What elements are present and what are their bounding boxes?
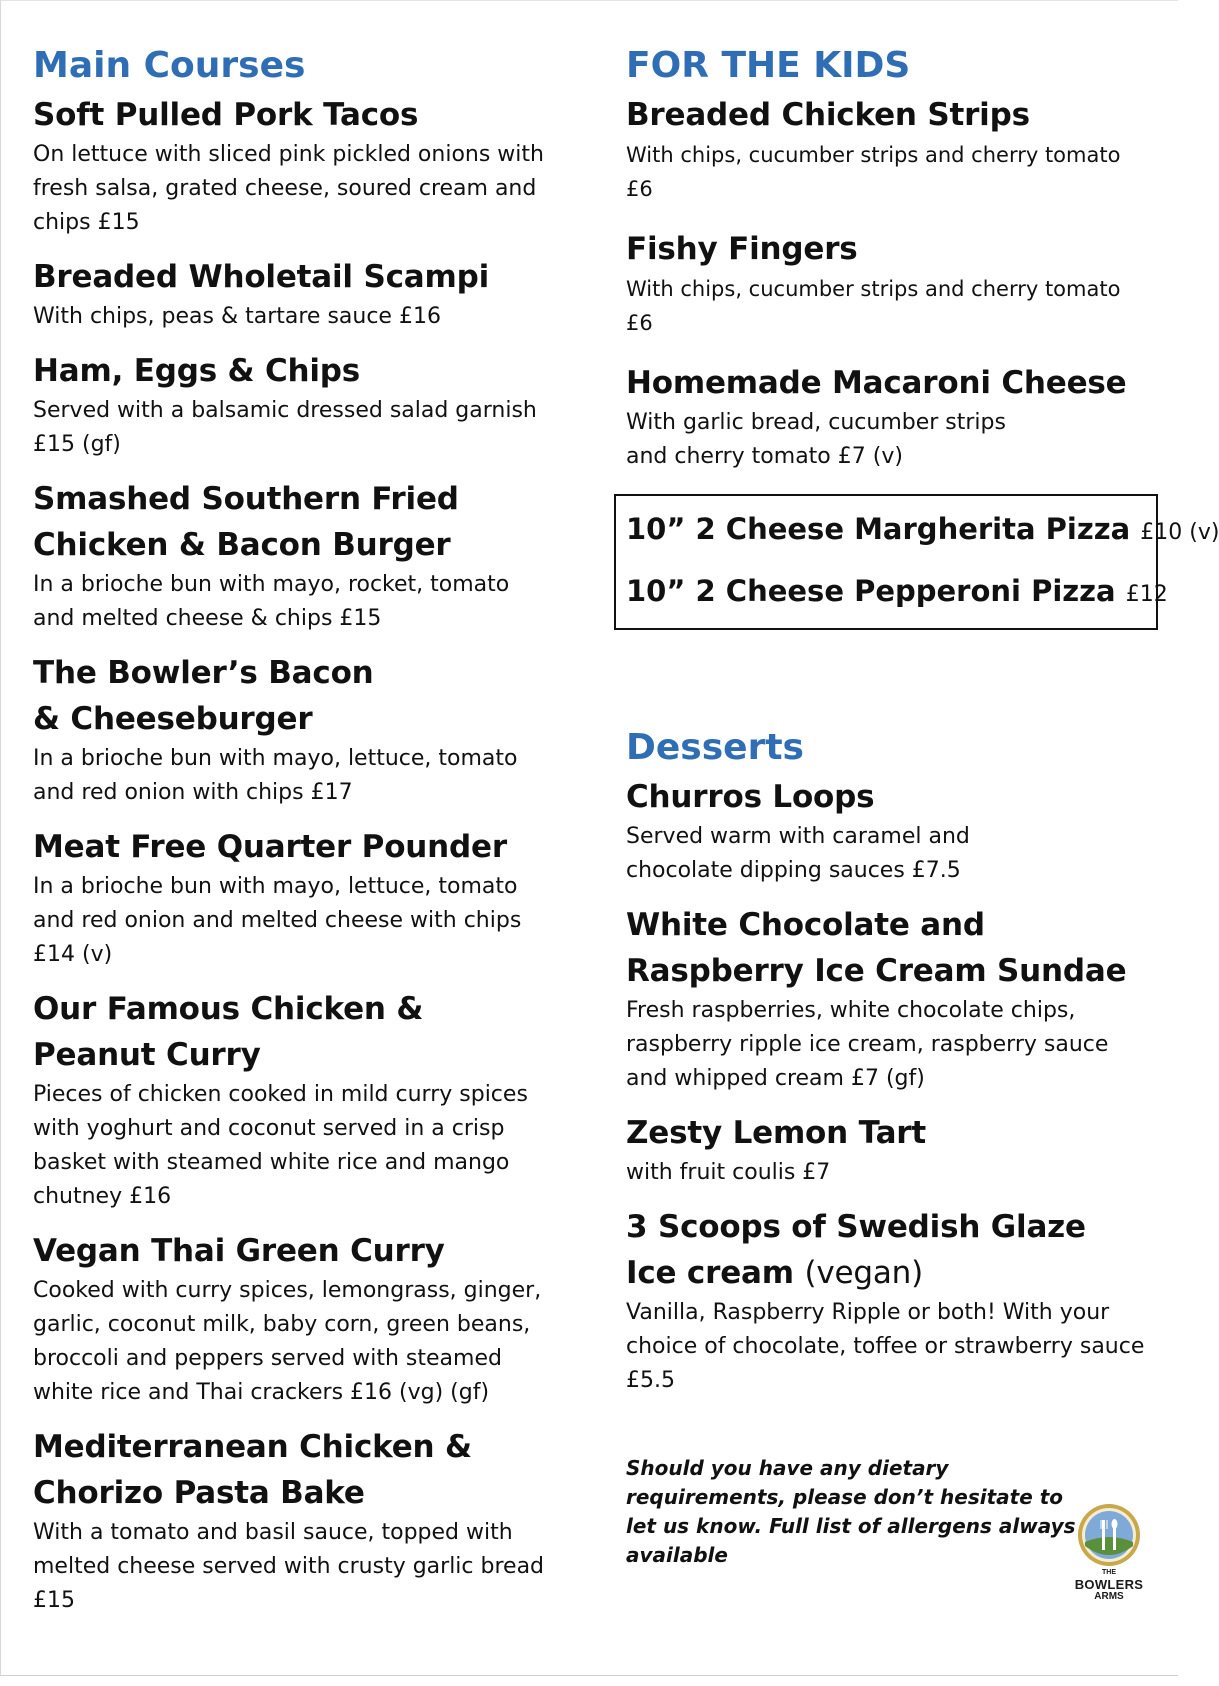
logo-text: BOWLERS (1074, 1577, 1144, 1592)
item-desc: Served with a balsamic dressed salad garnish £15 (gf) (33, 398, 537, 457)
item-name: Homemade Macaroni Cheese (626, 365, 1127, 401)
item-desc: In a brioche bun with mayo, lettuce, tomato and red onion and melted cheese with chips £14 (v) (33, 874, 522, 967)
bowlers-arms-logo (1064, 1502, 1154, 1612)
desserts-title: Desserts (626, 727, 804, 768)
item-name-part: Ice cream (626, 1255, 794, 1291)
menu-item (33, 1228, 553, 1410)
item-name: Smashed Southern Fried Chicken & Bacon Burger (33, 481, 459, 563)
item-desc: Cooked with curry spices, lemongrass, ginger, garlic, coconut milk, baby corn, green beans, broccoli and peppers served with steamed white rice and Thai crackers £16 (vg) (gf) (33, 1278, 542, 1405)
menu-item (33, 92, 553, 240)
item-name: Zesty Lemon Tart (626, 1115, 926, 1151)
pizza-item (626, 500, 1219, 562)
item-name: Meat Free Quarter Pounder (33, 829, 507, 865)
item-name: Breaded Wholetail Scampi (33, 259, 489, 295)
item-desc: In a brioche bun with mayo, lettuce, tomato and red onion with chips £17 (33, 746, 518, 805)
item-desc: With chips, cucumber strips and cherry tomato £6 (626, 143, 1121, 201)
item-desc: On lettuce with sliced pink pickled onions with fresh salsa, grated cheese, soured cream and chips £15 (33, 142, 544, 235)
pizza-item (626, 562, 1168, 624)
pizza-name: 10” 2 Cheese Pepperoni Pizza (626, 574, 1116, 608)
item-name: Soft Pulled Pork Tacos (33, 97, 419, 133)
item-desc: With chips, cucumber strips and cherry tomato £6 (626, 277, 1121, 335)
item-desc: With a tomato and basil sauce, topped with melted cheese served with crusty garlic bread £15 (33, 1520, 545, 1613)
item-name: Mediterranean Chicken & Chorizo Pasta Bake (33, 1429, 472, 1511)
menu-item (626, 1110, 1146, 1190)
item-name: Fishy Fingers (626, 231, 858, 267)
logo-text: ARMS (1094, 1591, 1124, 1602)
item-name: White Chocolate and Raspberry Ice Cream Sundae (626, 907, 1127, 989)
item-name: 3 Scoops of Swedish Glaze (626, 1209, 1086, 1245)
menu-item (626, 774, 1146, 888)
menu-item (33, 650, 553, 810)
item-name-line2 (626, 1250, 1146, 1296)
vegan-tag: (vegan) (804, 1255, 923, 1291)
logo-text: THE (1102, 1569, 1116, 1576)
item-desc: In a brioche bun with mayo, rocket, tomato and melted cheese & chips £15 (33, 572, 510, 631)
menu-item (626, 226, 1146, 340)
main-courses-title: Main Courses (33, 45, 306, 86)
menu-item (626, 360, 1146, 474)
menu-item (626, 1204, 1146, 1398)
right-column (626, 40, 1219, 1570)
pizza-price: £10 (v) (1140, 520, 1219, 545)
item-desc: Pieces of chicken cooked in mild curry spices with yoghurt and coconut served in a crisp basket with steamed white rice and mango chutney £16 (33, 1082, 528, 1209)
item-desc: Fresh raspberries, white chocolate chips, raspberry ripple ice cream, raspberry sauce and whipped cream £7 (gf) (626, 998, 1109, 1091)
menu-item (33, 476, 553, 636)
item-name: Vegan Thai Green Curry (33, 1233, 445, 1269)
logo-emblem-icon (1064, 1502, 1154, 1570)
menu-item (33, 824, 553, 972)
menu-item (33, 254, 553, 334)
item-name: Churros Loops (626, 779, 875, 815)
pizza-box (614, 494, 1219, 630)
menu-item (33, 986, 553, 1214)
item-desc: with fruit coulis £7 (626, 1160, 831, 1185)
item-desc: With chips, peas & tartare sauce £16 (33, 304, 441, 329)
menu-item (626, 92, 1146, 206)
pizza-name: 10” 2 Cheese Margherita Pizza (626, 512, 1131, 546)
item-desc: Served warm with caramel and chocolate dipping sauces £7.5 (626, 824, 970, 883)
item-desc: With garlic bread, cucumber strips and cherry tomato £7 (v) (626, 410, 1006, 469)
main-courses-column (33, 40, 553, 1618)
allergen-note: Should you have any dietary requirements, please don’t hesitate to let us know. Full list of allergens always available (626, 1456, 1076, 1567)
item-name: Breaded Chicken Strips (626, 97, 1030, 133)
menu-item (626, 902, 1146, 1096)
kids-title: FOR THE KIDS (626, 45, 911, 86)
item-name: Our Famous Chicken & Peanut Curry (33, 991, 424, 1073)
item-name: Ham, Eggs & Chips (33, 353, 361, 389)
menu-item (33, 348, 553, 462)
item-desc: Vanilla, Raspberry Ripple or both! With your choice of chocolate, toffee or strawberry sauce £5.5 (626, 1300, 1145, 1393)
menu-item (33, 1424, 553, 1618)
pizza-price: £12 (1125, 582, 1168, 607)
item-name: The Bowler’s Bacon & Cheeseburger (33, 655, 374, 737)
